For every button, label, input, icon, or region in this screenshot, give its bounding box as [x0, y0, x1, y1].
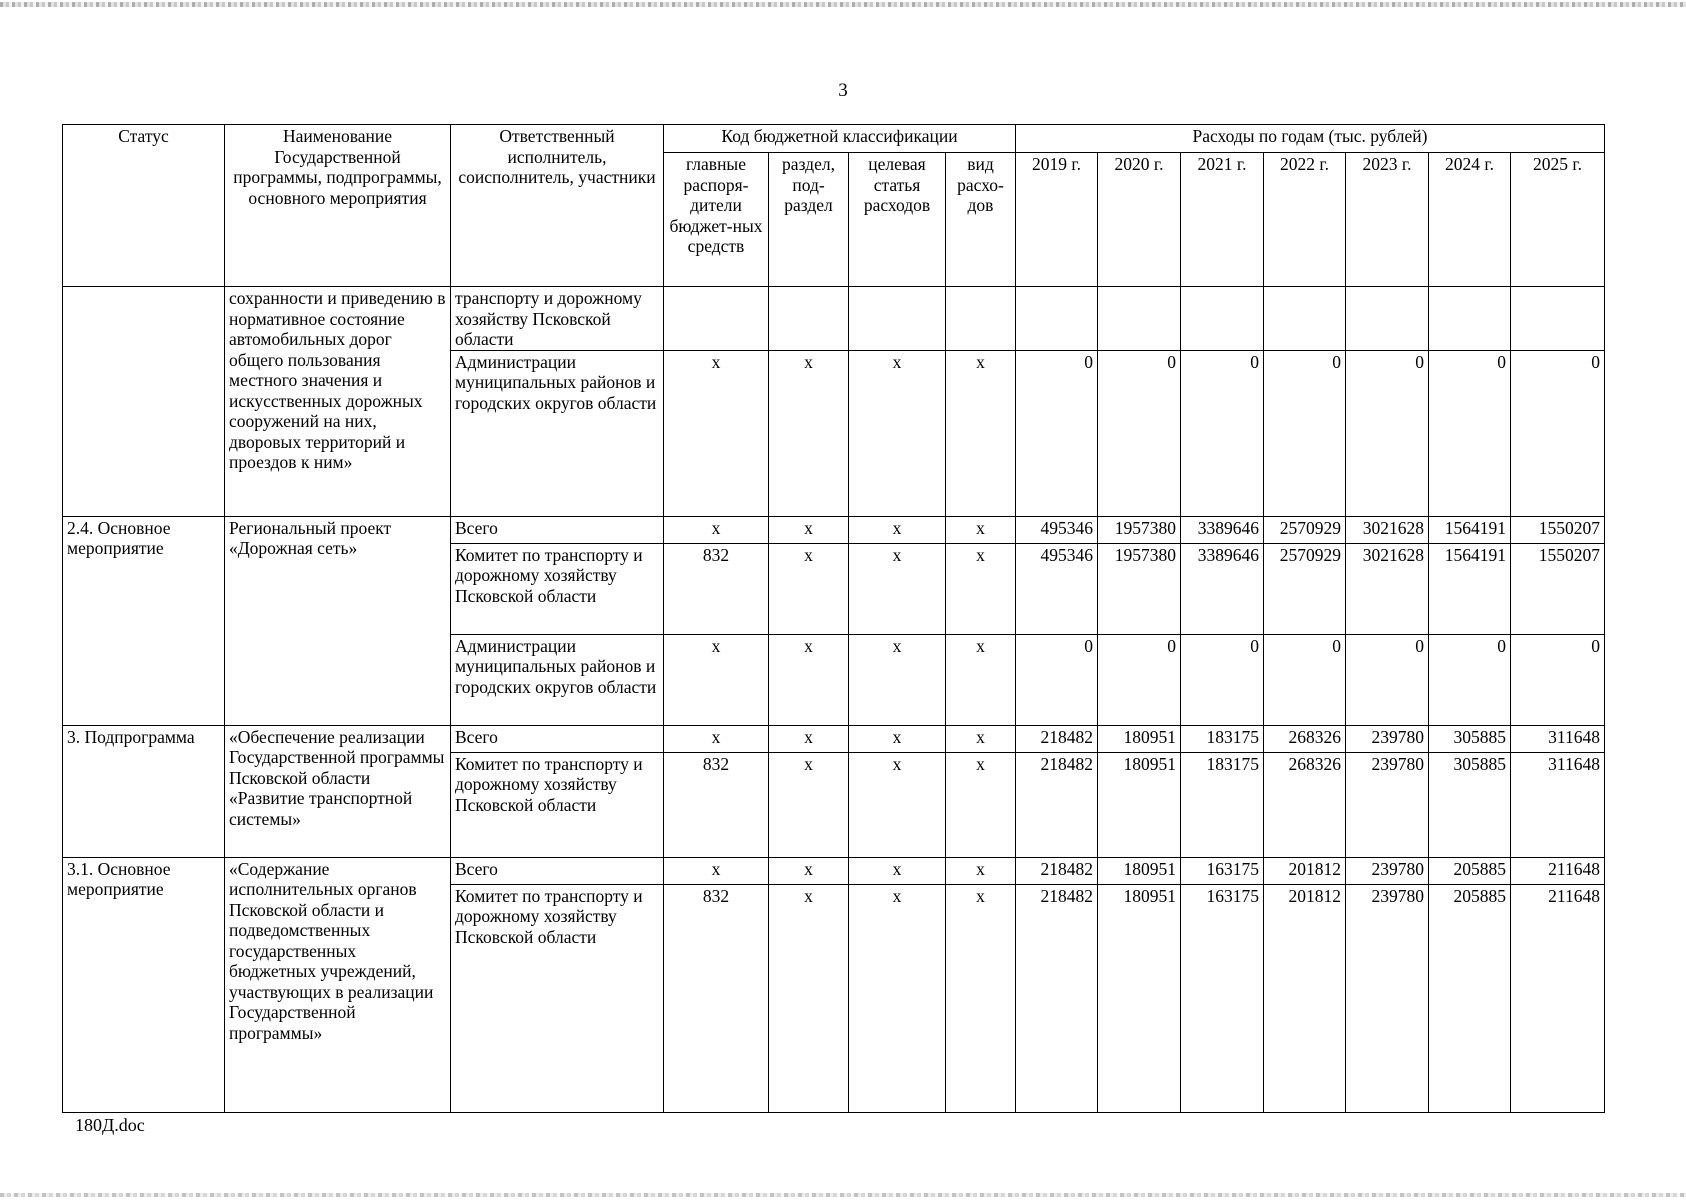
grbs-cell: x [664, 725, 769, 752]
target-item-cell: x [849, 725, 946, 752]
expense-type-cell: x [946, 516, 1016, 543]
amount-cell: 0 [1511, 350, 1605, 516]
row-name-cell: сохранности и приведению в нормативное состояние автомобильных дорог общего пользования местного значения и искусственных дорожных сооружений на них, дворовых территорий и проездов к ним» [225, 287, 451, 517]
responsible-cell: транспорту и дорожному хозяйству Псковской области [451, 287, 664, 351]
amount-cell: 163175 [1181, 857, 1264, 884]
expense-type-cell: x [946, 543, 1016, 634]
section-cell: x [769, 634, 849, 725]
amount-cell: 268326 [1264, 725, 1346, 752]
expense-type-cell: x [946, 857, 1016, 884]
grbs-cell: 832 [664, 543, 769, 634]
amount-cell: 0 [1264, 634, 1346, 725]
amount-cell: 2570929 [1264, 543, 1346, 634]
responsible-cell: Комитет по транспорту и дорожному хозяйству Псковской области [451, 543, 664, 634]
amount-cell: 0 [1511, 634, 1605, 725]
amount-cell: 183175 [1181, 752, 1264, 857]
amount-cell: 0 [1346, 634, 1429, 725]
target-item-cell: x [849, 884, 946, 1112]
amount-cell: 1957380 [1098, 516, 1181, 543]
section-cell: x [769, 752, 849, 857]
grbs-cell [664, 287, 769, 351]
responsible-cell: Комитет по транспорту и дорожному хозяйству Псковской области [451, 884, 664, 1112]
row-name-cell: Региональный проект «Дорожная сеть» [225, 516, 451, 725]
header-responsible: Ответственный исполнитель, соисполнитель, участники [451, 125, 664, 287]
header-name: Наименование Государственной программы, подпрограммы, основного мероприятия [225, 125, 451, 287]
amount-cell: 495346 [1016, 516, 1098, 543]
amount-cell: 205885 [1429, 884, 1511, 1112]
amount-cell: 1550207 [1511, 516, 1605, 543]
amount-cell: 239780 [1346, 857, 1429, 884]
header-year: 2022 г. [1264, 153, 1346, 287]
expense-type-cell: x [946, 725, 1016, 752]
amount-cell: 0 [1429, 634, 1511, 725]
amount-cell: 163175 [1181, 884, 1264, 1112]
amount-cell: 183175 [1181, 725, 1264, 752]
amount-cell: 0 [1016, 350, 1098, 516]
section-cell: x [769, 543, 849, 634]
section-cell [769, 287, 849, 351]
row-status-cell: 2.4. Основное мероприятие [63, 516, 225, 725]
amount-cell: 3021628 [1346, 516, 1429, 543]
section-cell: x [769, 884, 849, 1112]
expense-type-cell: x [946, 884, 1016, 1112]
scan-edge-top [0, 2, 1686, 7]
header-year: 2021 г. [1181, 153, 1264, 287]
grbs-cell: 832 [664, 884, 769, 1112]
footer-filename: 180Д.doc [75, 1115, 145, 1135]
amount-cell: 3021628 [1346, 543, 1429, 634]
target-item-cell: x [849, 634, 946, 725]
amount-cell: 218482 [1016, 884, 1098, 1112]
amount-cell: 201812 [1264, 884, 1346, 1112]
grbs-cell: x [664, 350, 769, 516]
table-row [63, 725, 1605, 752]
amount-cell: 211648 [1511, 884, 1605, 1112]
target-item-cell: x [849, 752, 946, 857]
amount-cell: 268326 [1264, 752, 1346, 857]
amount-cell: 0 [1098, 634, 1181, 725]
amount-cell: 205885 [1429, 857, 1511, 884]
target-item-cell [849, 287, 946, 351]
amount-cell: 0 [1264, 350, 1346, 516]
page-number: 3 [838, 80, 848, 101]
scan-edge-bottom [0, 1193, 1686, 1197]
amount-cell: 311648 [1511, 752, 1605, 857]
amount-cell: 211648 [1511, 857, 1605, 884]
amount-cell [1429, 287, 1511, 351]
responsible-cell: Всего [451, 857, 664, 884]
amount-cell [1264, 287, 1346, 351]
amount-cell: 218482 [1016, 752, 1098, 857]
responsible-cell: Всего [451, 725, 664, 752]
amount-cell: 3389646 [1181, 516, 1264, 543]
amount-cell [1511, 287, 1605, 351]
amount-cell: 0 [1181, 350, 1264, 516]
header-year: 2019 г. [1016, 153, 1098, 287]
table-row [63, 516, 1605, 543]
expense-type-cell: x [946, 350, 1016, 516]
amount-cell: 3389646 [1181, 543, 1264, 634]
budget-table [62, 124, 1605, 1113]
target-item-cell: x [849, 543, 946, 634]
target-item-cell: x [849, 857, 946, 884]
grbs-cell: 832 [664, 752, 769, 857]
amount-cell: 305885 [1429, 725, 1511, 752]
amount-cell [1181, 287, 1264, 351]
amount-cell: 2570929 [1264, 516, 1346, 543]
header-expenses: Расходы по годам (тыс. рублей) [1016, 125, 1605, 153]
section-cell: x [769, 350, 849, 516]
amount-cell: 0 [1346, 350, 1429, 516]
amount-cell: 239780 [1346, 884, 1429, 1112]
amount-cell [1098, 287, 1181, 351]
section-cell: x [769, 516, 849, 543]
amount-cell: 1550207 [1511, 543, 1605, 634]
amount-cell: 311648 [1511, 725, 1605, 752]
grbs-cell: x [664, 516, 769, 543]
header-year: 2023 г. [1346, 153, 1429, 287]
amount-cell: 1564191 [1429, 543, 1511, 634]
amount-cell: 0 [1181, 634, 1264, 725]
table-row [63, 857, 1605, 884]
expense-type-cell: x [946, 752, 1016, 857]
responsible-cell: Администрации муниципальных районов и городских округов области [451, 634, 664, 725]
responsible-cell: Комитет по транспорту и дорожному хозяйству Псковской области [451, 752, 664, 857]
amount-cell: 180951 [1098, 884, 1181, 1112]
header-main-managers: главные распоря-дители бюджет-ных средств [664, 153, 769, 287]
amount-cell: 0 [1429, 350, 1511, 516]
amount-cell: 180951 [1098, 752, 1181, 857]
header-year: 2024 г. [1429, 153, 1511, 287]
header-budget-code: Код бюджетной классификации [664, 125, 1016, 153]
grbs-cell: x [664, 634, 769, 725]
amount-cell: 180951 [1098, 725, 1181, 752]
amount-cell: 0 [1098, 350, 1181, 516]
header-year: 2025 г. [1511, 153, 1605, 287]
amount-cell [1346, 287, 1429, 351]
row-status-cell: 3. Подпрограмма [63, 725, 225, 857]
header-expense-type: вид расхо-дов [946, 153, 1016, 287]
target-item-cell: x [849, 516, 946, 543]
amount-cell: 495346 [1016, 543, 1098, 634]
header-section: раздел, под-раздел [769, 153, 849, 287]
expense-type-cell [946, 287, 1016, 351]
table-body [63, 287, 1605, 1113]
responsible-cell: Всего [451, 516, 664, 543]
row-status-cell [63, 287, 225, 517]
amount-cell: 1564191 [1429, 516, 1511, 543]
section-cell: x [769, 857, 849, 884]
row-status-cell: 3.1. Основное мероприятие [63, 857, 225, 1112]
amount-cell: 218482 [1016, 857, 1098, 884]
table-header [63, 125, 1605, 287]
amount-cell: 239780 [1346, 752, 1429, 857]
header-year: 2020 г. [1098, 153, 1181, 287]
row-name-cell: «Обеспечение реализации Государственной программы Псковской области «Развитие транспортной системы» [225, 725, 451, 857]
header-status: Статус [63, 125, 225, 287]
amount-cell [1016, 287, 1098, 351]
expense-type-cell: x [946, 634, 1016, 725]
responsible-cell: Администрации муниципальных районов и городских округов области [451, 350, 664, 516]
grbs-cell: x [664, 857, 769, 884]
amount-cell: 305885 [1429, 752, 1511, 857]
amount-cell: 0 [1016, 634, 1098, 725]
amount-cell: 201812 [1264, 857, 1346, 884]
amount-cell: 239780 [1346, 725, 1429, 752]
amount-cell: 218482 [1016, 725, 1098, 752]
amount-cell: 180951 [1098, 857, 1181, 884]
target-item-cell: x [849, 350, 946, 516]
section-cell: x [769, 725, 849, 752]
amount-cell: 1957380 [1098, 543, 1181, 634]
row-name-cell: «Содержание исполнительных органов Псковской области и подведомственных государственных бюджетных учреждений, участвующих в реализации Государственной программы» [225, 857, 451, 1112]
table-row [63, 287, 1605, 351]
header-target-item: целевая статья расходов [849, 153, 946, 287]
